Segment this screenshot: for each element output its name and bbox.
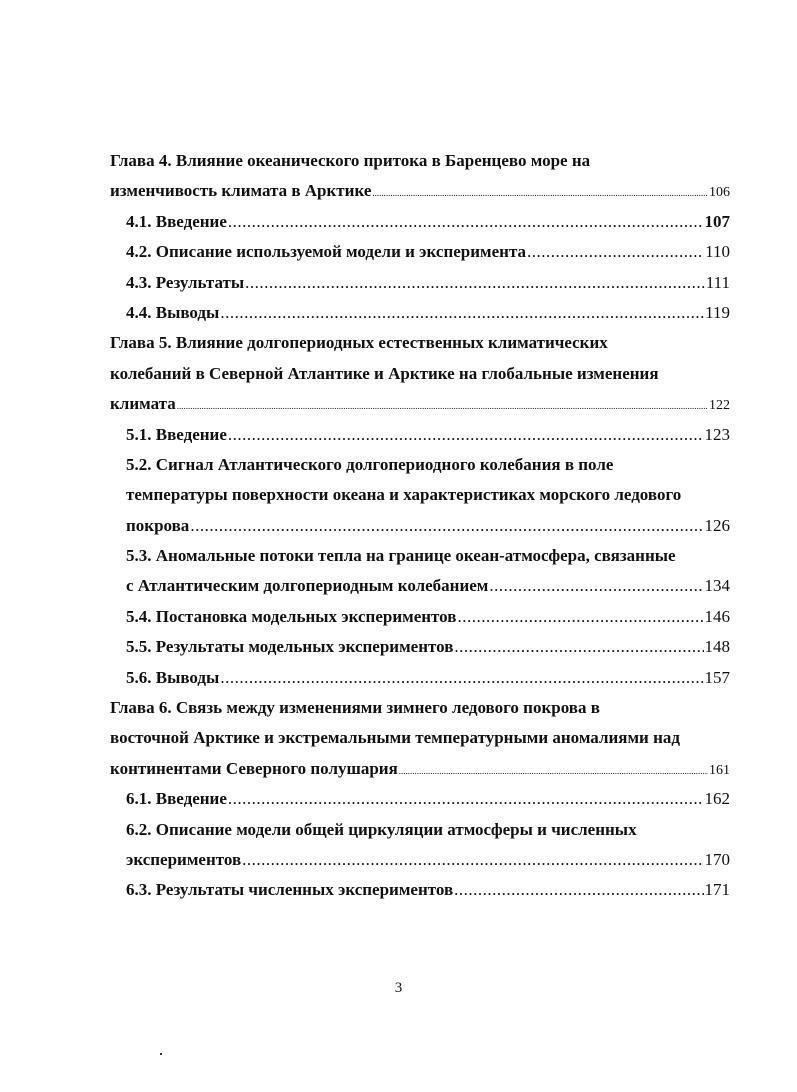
toc-chapter-6-heading-1: Глава 6. Связь между изменениями зимнего ледового покрова в bbox=[110, 698, 600, 718]
toc-section-5-1[interactable] bbox=[110, 420, 730, 450]
toc-chapter-4-heading: Глава 4. Влияние океанического притока в Баренцево море на bbox=[110, 151, 591, 170]
toc-page-number: 134 bbox=[704, 576, 730, 596]
dot-leader bbox=[177, 391, 708, 421]
toc-section-title: 4.1. Введение bbox=[126, 211, 227, 231]
dot-leader bbox=[242, 845, 703, 875]
toc-chapter-5-entry[interactable] bbox=[110, 389, 730, 419]
scan-speck bbox=[160, 1053, 162, 1055]
toc-section-4-4[interactable] bbox=[110, 298, 730, 328]
dot-leader bbox=[457, 602, 703, 632]
toc-chapter-4-entry[interactable] bbox=[110, 176, 730, 206]
toc-page-number: 148 bbox=[704, 637, 730, 657]
toc-chapter-4-title-end: изменчивость климата в Арктике bbox=[110, 181, 372, 201]
toc-page-number: 146 bbox=[704, 606, 730, 626]
toc-section-6-2-line-1: 6.2. Описание модели общей циркуляции атмосферы и численных bbox=[126, 819, 637, 839]
dot-leader bbox=[190, 511, 703, 541]
toc-section-5-3[interactable] bbox=[110, 571, 730, 601]
toc-section-6-1[interactable] bbox=[110, 784, 730, 814]
toc-section-title: 4.4. Выводы bbox=[126, 302, 220, 322]
dot-leader bbox=[245, 268, 705, 298]
dot-leader bbox=[220, 298, 704, 328]
toc-section-title: 6.3. Результаты численных экспериментов bbox=[126, 880, 454, 900]
toc-section-5-2[interactable] bbox=[110, 511, 730, 541]
toc-section-6-3[interactable] bbox=[110, 875, 730, 905]
toc-section-title-end: с Атлантическим долгопериодным колебанием bbox=[126, 576, 489, 596]
toc-section-5-4[interactable] bbox=[110, 602, 730, 632]
toc-page-number: 162 bbox=[704, 789, 730, 809]
toc-section-title: 5.1. Введение bbox=[126, 424, 227, 444]
toc-section-5-2-line-1: 5.2. Сигнал Атлантического долгопериодного колебания в поле bbox=[126, 454, 614, 474]
toc-section-title-end: покрова bbox=[126, 515, 190, 535]
toc-section-title: 6.1. Введение bbox=[126, 789, 227, 809]
toc-page-number: 119 bbox=[705, 302, 730, 322]
toc-page-number: 106 bbox=[709, 185, 730, 201]
toc-section-4-3[interactable] bbox=[110, 268, 730, 298]
toc-section-title: 5.6. Выводы bbox=[126, 667, 220, 687]
toc-page-number: 107 bbox=[704, 211, 730, 231]
toc-section-4-1[interactable] bbox=[110, 207, 730, 237]
toc-page-number: 122 bbox=[709, 398, 730, 414]
toc-page-number: 123 bbox=[704, 424, 730, 444]
toc-section-title: 4.3. Результаты bbox=[126, 272, 245, 292]
dot-leader bbox=[454, 875, 703, 905]
toc-chapter-6-title-end: континентами Северного полушария bbox=[110, 758, 398, 778]
toc-section-title: 5.4. Постановка модельных экспериментов bbox=[126, 606, 457, 626]
dot-leader bbox=[228, 784, 704, 814]
toc-page-number: 126 bbox=[704, 515, 730, 535]
toc-section-6-2[interactable] bbox=[110, 845, 730, 875]
toc-section-5-3-line-1: 5.3. Аномальные потоки тепла на границе океан-атмосфера, связанные bbox=[126, 546, 676, 566]
page-number: 3 bbox=[394, 980, 403, 996]
dot-leader bbox=[228, 420, 704, 450]
toc-chapter-5-heading-1: Глава 5. Влияние долгопериодных естественных климатических bbox=[110, 333, 608, 353]
dot-leader bbox=[454, 632, 703, 662]
toc-page-number: 110 bbox=[705, 242, 730, 262]
toc-chapter-5-heading-2: колебаний в Северной Атлантике и Арктике на глобальные изменения bbox=[110, 363, 659, 383]
dot-leader bbox=[527, 237, 704, 267]
toc-section-4-2[interactable] bbox=[110, 237, 730, 267]
toc-page-number: 170 bbox=[704, 849, 730, 869]
dot-leader bbox=[489, 571, 703, 601]
toc-page-number: 161 bbox=[709, 762, 730, 778]
toc-page-number: 111 bbox=[705, 272, 730, 292]
toc-page-number: 157 bbox=[704, 667, 730, 687]
toc-section-5-5[interactable] bbox=[110, 632, 730, 662]
dot-leader bbox=[228, 207, 704, 237]
toc-chapter-6-entry[interactable] bbox=[110, 754, 730, 784]
dot-leader bbox=[372, 178, 708, 208]
toc-page-number: 171 bbox=[704, 880, 730, 900]
toc-section-5-6[interactable] bbox=[110, 663, 730, 693]
toc-section-title-end: экспериментов bbox=[126, 849, 242, 869]
toc-section-title: 4.2. Описание используемой модели и эксперимента bbox=[126, 242, 527, 262]
dot-leader bbox=[220, 663, 703, 693]
table-of-contents bbox=[110, 146, 730, 906]
toc-chapter-5-title-end: климата bbox=[110, 394, 176, 414]
toc-chapter-6-heading-2: восточной Арктике и экстремальными температурными аномалиями над bbox=[110, 728, 680, 748]
dot-leader bbox=[399, 756, 708, 786]
toc-section-5-2-line-2: температуры поверхности океана и характеристиках морского ледового bbox=[126, 485, 682, 505]
toc-section-title: 5.5. Результаты модельных экспериментов bbox=[126, 637, 454, 657]
